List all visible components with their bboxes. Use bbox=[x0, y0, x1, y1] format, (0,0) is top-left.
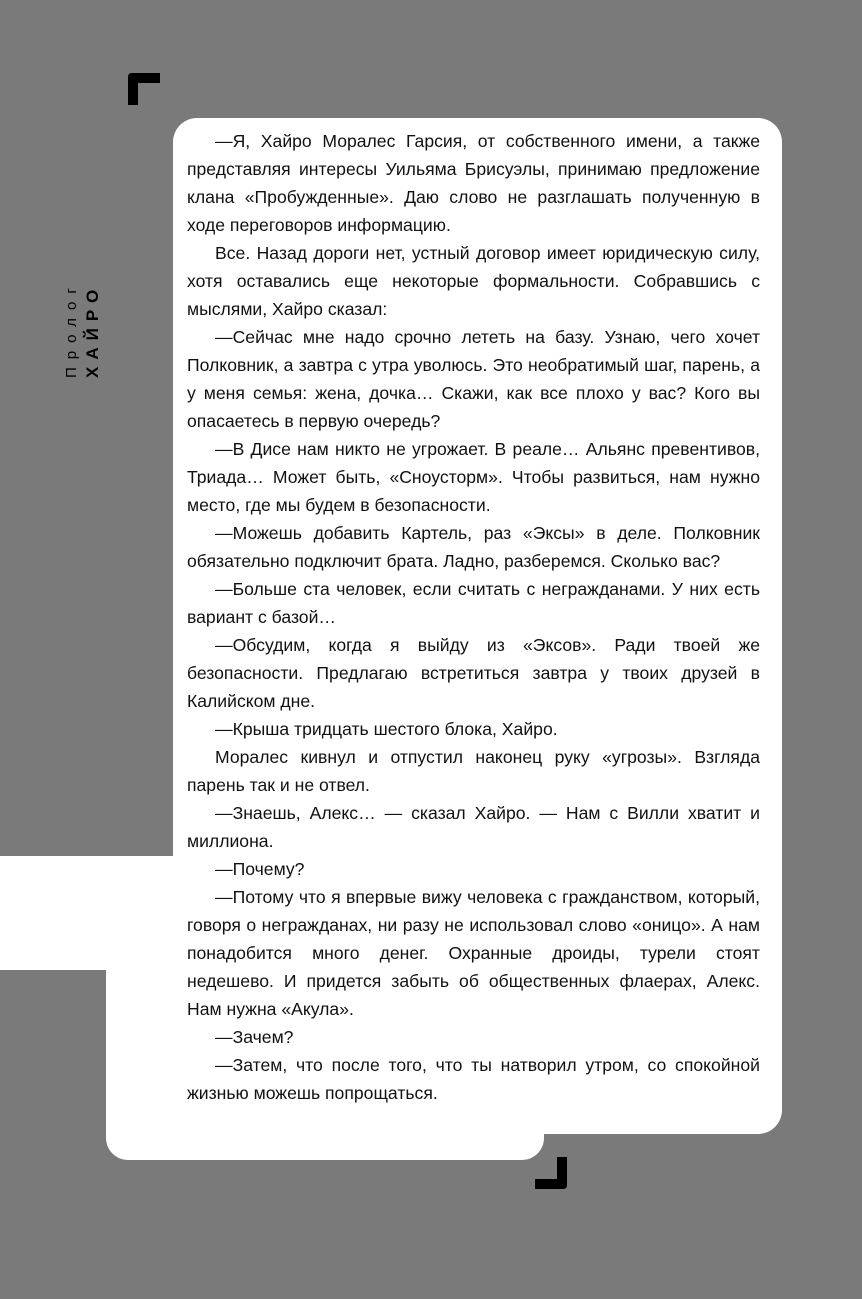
paragraph: —Потому что я впервые вижу человека с гражданством, который, говоря о негражданах, ни разу не использовал слово «оницо». А нам понадобится много денег. Охранные дроиды, турели стоят недешево. И придется забыть об общественных флаерах, Алекс. Нам нужна «Акула». bbox=[187, 887, 760, 1019]
paragraph: —Обсудим, когда я выйду из «Эксов». Ради твоей же безопасности. Предлагаю встретиться завтра у твоих друзей в Калийском дне. bbox=[187, 635, 760, 711]
paragraph: —Сейчас мне надо срочно лететь на базу. Узнаю, чего хочет Полковник, а завтра с утра уволюсь. Это необратимый шаг, парень, а у меня семья: жена, дочка… Скажи, как все плохо у вас? Кого вы опасаетесь в первую очередь? bbox=[187, 327, 760, 431]
page-tab-decoration bbox=[0, 856, 200, 970]
paragraph: —Я, Хайро Моралес Гарсия, от собственного имени, а также представляя интересы Уильяма Брисуэлы, принимаю предложение клана «Пробужденные». Даю слово не разглашать полученную в ходе переговоров информацию. bbox=[187, 131, 760, 235]
corner-bracket-top-icon bbox=[128, 73, 160, 105]
paragraph: —Можешь добавить Картель, раз «Эксы» в деле. Полковник обязательно подключит брата. Ладно, разберемся. Сколько вас? bbox=[187, 523, 760, 571]
paragraph: —Знаешь, Алекс… — сказал Хайро. — Нам с Вилли хватит и миллиона. bbox=[187, 803, 760, 851]
running-head-chapter: ХАЙРО bbox=[83, 282, 102, 378]
paragraph: Все. Назад дороги нет, устный договор имеет юридическую силу, хотя оставались еще некоторые формальности. Собравшись с мыслями, Хайро сказал: bbox=[187, 243, 760, 319]
corner-bracket-bottom-icon bbox=[535, 1157, 567, 1189]
paragraph: —Крыша тридцать шестого блока, Хайро. bbox=[215, 719, 558, 739]
paragraph: —Зачем? bbox=[215, 1027, 294, 1047]
paragraph: —Почему? bbox=[215, 859, 305, 879]
running-head bbox=[62, 280, 104, 378]
body-text bbox=[187, 127, 760, 1107]
paragraph: —В Дисе нам никто не угрожает. В реале… Альянс превентивов, Триада… Может быть, «Сноусторм». Чтобы развиться, нам нужно место, где мы будем в безопасности. bbox=[187, 439, 760, 515]
paragraph: —Затем, что после того, что ты натворил утром, со спокойной жизнью можешь попрощаться. bbox=[187, 1055, 760, 1103]
paragraph: —Больше ста человек, если считать с негражданами. У них есть вариант с базой… bbox=[187, 579, 760, 627]
running-head-section: Пролог bbox=[63, 280, 80, 378]
paragraph: Моралес кивнул и отпустил наконец руку «угрозы». Взгляда парень так и не отвел. bbox=[187, 747, 760, 795]
